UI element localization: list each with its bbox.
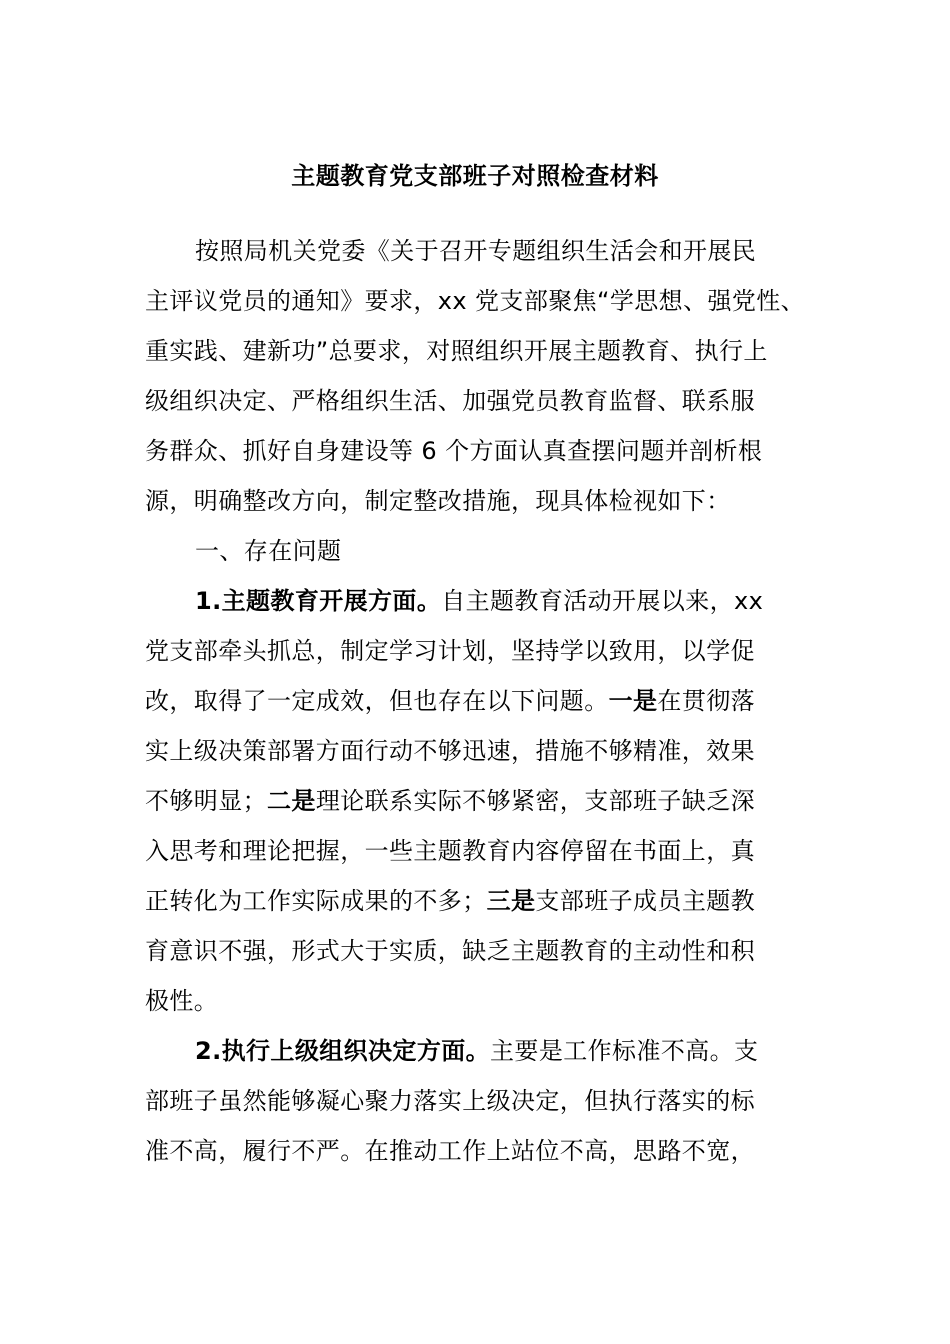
body-line [145, 426, 810, 476]
text-segment: 自主题教育活动开展以来，xx [441, 587, 764, 615]
text-segment: 实上级决策部署方面行动不够迅速，措施不够精准，效果 [145, 737, 755, 765]
text-segment: 极性。 [145, 987, 219, 1015]
body-line [145, 726, 810, 776]
bold-segment: 一是 [608, 687, 658, 715]
body-line [145, 1026, 810, 1076]
text-segment: 党支部牵头抓总，制定学习计划，坚持学以致用，以学促 [145, 637, 755, 665]
body-line [145, 1126, 810, 1176]
text-segment: 入思考和理论把握，一些主题教育内容停留在书面上，真 [145, 837, 755, 865]
bold-segment: 二是 [267, 787, 316, 815]
body-line [145, 476, 810, 526]
body-line [145, 776, 810, 826]
text-segment: 正转化为工作实际成果的不多； [145, 887, 487, 915]
body-line [145, 976, 810, 1026]
document-body [145, 226, 810, 1176]
text-segment: 改，取得了一定成效，但也存在以下问题。 [145, 687, 609, 715]
text-segment: 主要是工作标准不高。支 [490, 1037, 759, 1065]
text-segment: 不够明显； [145, 787, 267, 815]
text-segment: 准不高，履行不严。在推动工作上站位不高，思路不宽， [145, 1137, 755, 1165]
bold-segment: 三是 [486, 887, 536, 915]
text-segment: 育意识不强，形式大于实质，缺乏主题教育的主动性和积 [145, 937, 755, 965]
body-line [145, 1076, 810, 1126]
body-line [145, 326, 810, 376]
text-segment: 在贯彻落 [657, 687, 756, 715]
text-segment: 部班子虽然能够凝心聚力落实上级决定，但执行落实的标 [145, 1087, 755, 1115]
bold-segment: 1.主题教育开展方面。 [195, 587, 442, 615]
text-segment: 重实践、建新功”总要求，对照组织开展主题教育、执行上 [145, 337, 768, 365]
body-line [145, 826, 810, 876]
text-segment: 务群众、抓好自身建设等 6 个方面认真查摆问题并剖析根 [145, 437, 763, 465]
document-title: 主题教育党支部班子对照检查材料 [291, 162, 659, 190]
text-segment: 源，明确整改方向，制定整改措施，现具体检视如下： [145, 487, 731, 515]
body-line [145, 276, 810, 326]
text-segment: 级组织决定、严格组织生活、加强党员教育监督、联系服 [145, 387, 755, 415]
bold-segment: 2.执行上级组织决定方面。 [195, 1037, 491, 1065]
text-segment: 主评议党员的通知》要求，xx 党支部聚焦“学思想、强党性、 [145, 287, 806, 315]
body-line [145, 226, 810, 276]
text-segment: 支部班子成员主题教 [535, 887, 756, 915]
body-line [145, 876, 810, 926]
body-line [145, 376, 810, 426]
body-line [145, 576, 810, 626]
text-segment: 理论联系实际不够紧密，支部班子缺乏深 [315, 787, 756, 815]
text-segment: 一、存在问题 [195, 537, 342, 565]
body-line [145, 526, 810, 576]
text-segment: 按照局机关党委《关于召开专题组织生活会和开展民 [195, 237, 757, 265]
body-line [145, 926, 810, 976]
body-line [145, 626, 810, 676]
body-line [145, 676, 810, 726]
